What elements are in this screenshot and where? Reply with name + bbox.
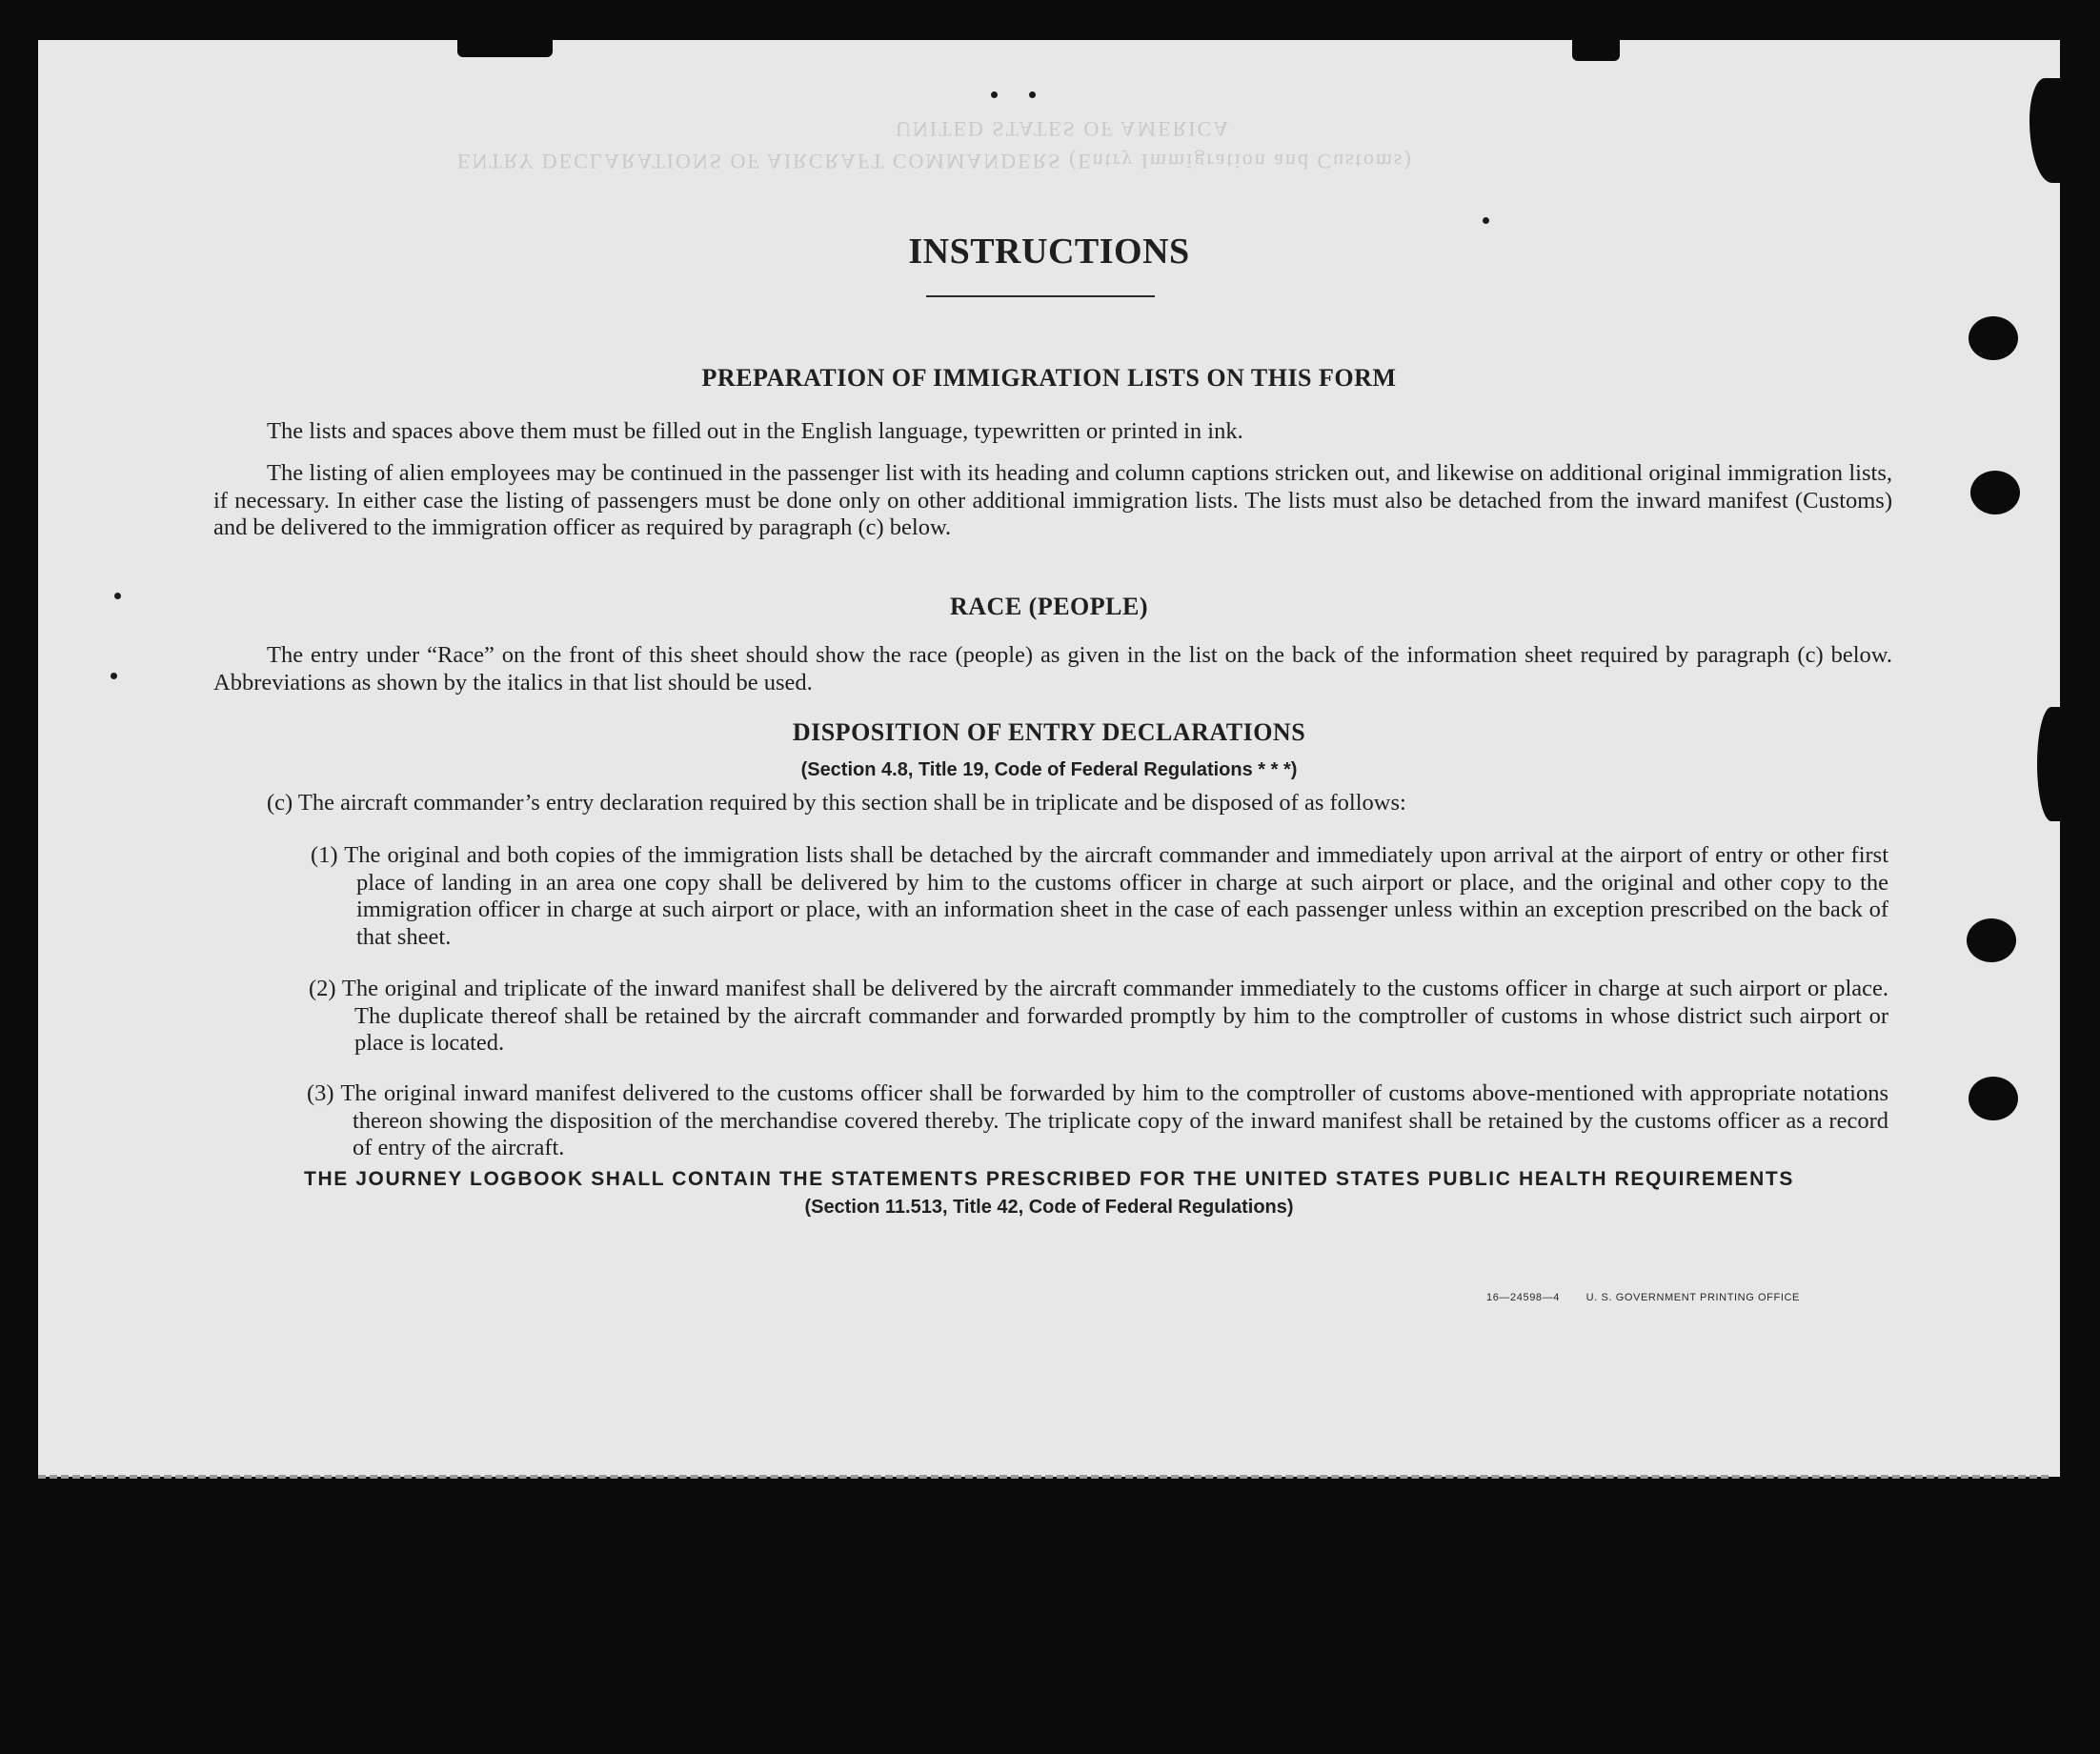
printer-name: U. S. GOVERNMENT PRINTING OFFICE [1585,1292,1800,1303]
section-heading-disposition: DISPOSITION OF ENTRY DECLARATIONS [792,718,1306,746]
logbook-statement: THE JOURNEY LOGBOOK SHALL CONTAIN THE STATEMENTS PRESCRIBED FOR THE UNITED STATES PUBLIC HEALTH REQUIREMENTS [304,1168,1794,1190]
item-text: The original inward manifest delivered to the customs officer shall be forwarded by him to the comptroller of customs above-mentioned with appropriate notations thereon showing the disposition of the merchandise covered thereby. The triplicate copy of the inward manifest shall be retained by the customs officer as a record of entry of the aircraft. [340,1080,1888,1160]
item-text: The original and both copies of the immigration lists shall be detached by the aircraft commander and immediately upon arrival at the airport of entry or other first place of landing in an area one copy shall be delivered by him to the customs officer in charge at such airport or place, and the original and other copy to the immigration officer in charge at such airport or place, with an information sheet in the case of each passenger unless within an exception prescribed on the back of that sheet. [344,842,1888,950]
perforation-line [38,1475,2049,1479]
bleed-through-text [457,116,1413,173]
disposition-item [309,976,1888,1058]
disposition-item [307,1080,1888,1162]
disposition-intro: (c) The aircraft commander’s entry declaration required by this section shall be in triplicate and be disposed of as follows: [267,790,1406,816]
disposition-item [311,842,1888,951]
speck [1483,217,1489,224]
torn-notch [457,40,553,57]
punch-hole [1969,1077,2018,1120]
preparation-paragraph-1: The lists and spaces above them must be filled out in the English language, typewritten or printed in ink. [267,418,1243,444]
preparation-paragraph-2: The listing of alien employees may be continued in the passenger list with its heading and column captions stricken out, and likewise on additional original immigration lists, if necessary. In either case the listing of passengers must be done only on other additional immigration lists. The lists must also be detached from the inward manifest (Customs) and be delivered to the immigration officer as required by paragraph (c) below. [213,460,1892,540]
printer-imprint [1486,1292,1823,1303]
speck [114,593,121,599]
item-number: (1) [311,842,338,868]
punch-hole [1967,918,2016,962]
torn-edge [2037,707,2060,821]
item-number: (3) [307,1080,334,1106]
section-heading-preparation: PREPARATION OF IMMIGRATION LISTS ON THIS FORM [701,364,1397,392]
race-paragraph: The entry under “Race” on the front of this sheet should show the race (people) as given in the list on the back of the information sheet required by paragraph (c) below. Abbreviations as shown by the italics in that list should be used. [213,642,1892,696]
document-page [38,40,2060,1477]
punch-hole [1970,471,2020,514]
speck [1029,91,1036,98]
form-number: 16—24598—4 [1486,1292,1560,1303]
logbook-citation: (Section 11.513, Title 42, Code of Federal Regulations) [804,1197,1294,1218]
page-title: INSTRUCTIONS [908,232,1190,272]
torn-edge [2029,78,2060,183]
speck [991,91,998,98]
bleed-through-line: UNITED STATES OF AMERICA [896,117,1231,141]
speck [111,673,117,679]
title-divider [926,295,1155,297]
item-number: (2) [309,976,336,1001]
punch-hole [1969,316,2018,360]
bleed-through-line: ENTRY DECLARATIONS OF AIRCRAFT COMMANDERS (Entry Immigration and Customs) [457,150,1413,173]
section-heading-race: RACE (PEOPLE) [950,593,1148,620]
disposition-citation: (Section 4.8, Title 19, Code of Federal Regulations * * *) [800,759,1298,780]
item-text: The original and triplicate of the inward manifest shall be delivered by the aircraft commander immediately to the customs officer in charge at such airport or place. The duplicate thereof shall be retained by the aircraft commander and forwarded promptly by him to the comptroller of customs in whose district such airport or place is located. [341,976,1889,1056]
torn-notch [1572,40,1620,61]
